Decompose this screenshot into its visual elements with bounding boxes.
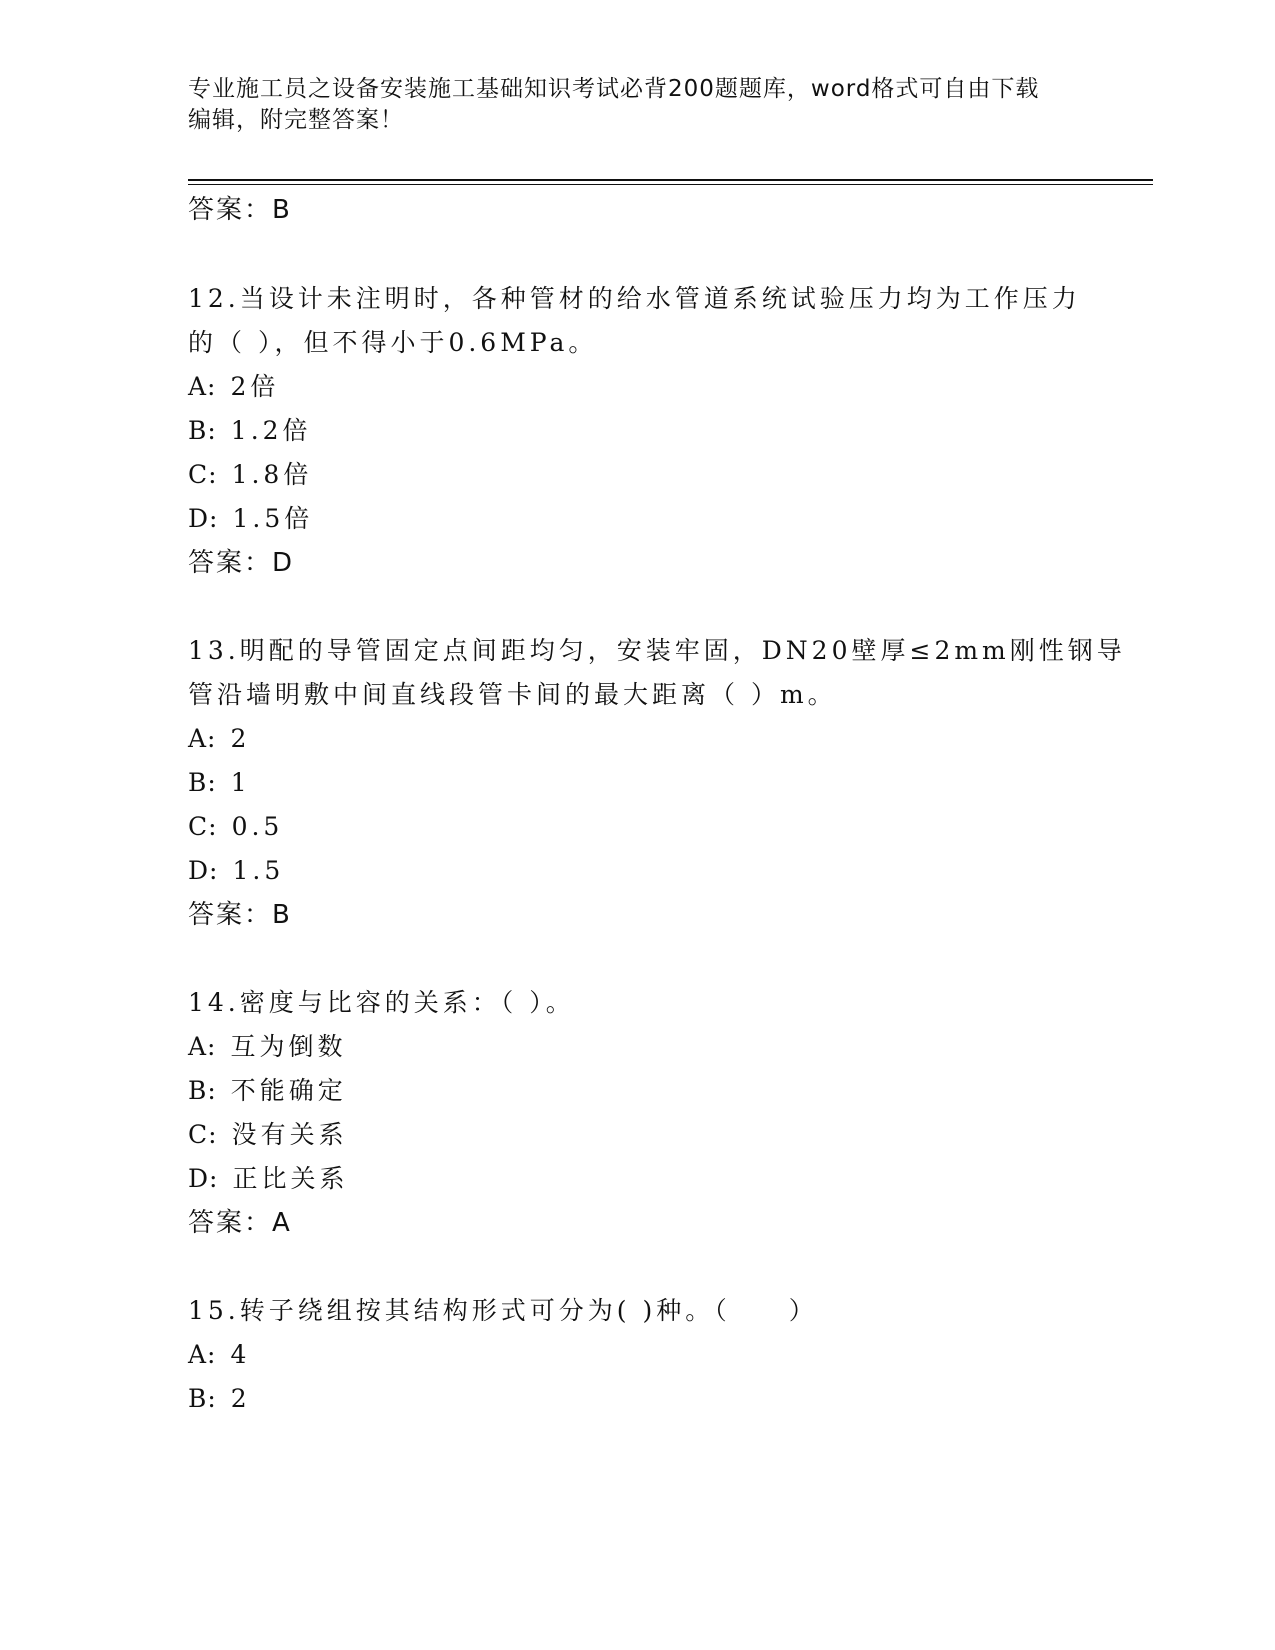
header-title-line-1: 专业施工员之设备安装施工基础知识考试必背200题题库，word格式可自由下载 [188, 76, 1040, 102]
header-title-line-2: 编辑，附完整答案！ [188, 107, 404, 133]
option-text: 没有关系 [231, 1120, 348, 1149]
option-label: B: [188, 768, 217, 797]
question-12-option-b [188, 414, 312, 448]
option-text: 1.5 [232, 856, 285, 885]
question-12-answer: 答案：D [188, 548, 295, 578]
question-15-stem-line-1: 15.转子绕组按其结构形式可分为( )种。（ ） [188, 1296, 818, 1325]
option-text: 正比关系 [232, 1164, 349, 1193]
header-divider [188, 179, 1153, 185]
option-label: A: [188, 372, 217, 401]
option-label: C: [188, 1120, 218, 1149]
question-13-option-a [188, 722, 250, 756]
option-label: C: [188, 812, 218, 841]
question-12-option-a [188, 370, 279, 404]
question-14-stem-line-1: 14.密度与比容的关系：（ ）。 [188, 988, 575, 1017]
question-13-option-c [188, 810, 283, 844]
option-label: B: [188, 1384, 217, 1413]
question-13-option-b [188, 766, 251, 800]
option-label: A: [188, 1340, 217, 1369]
question-13-answer: 答案：B [188, 900, 292, 930]
option-text: 2 [230, 724, 251, 753]
option-text: 4 [230, 1340, 251, 1369]
option-label: D: [188, 504, 219, 533]
option-label: D: [188, 1164, 219, 1193]
question-14-option-d [188, 1162, 348, 1196]
question-13-stem-line-1: 13.明配的导管固定点间距均匀，安装牢固，DN20壁厚≤2mm刚性钢导 [188, 636, 1126, 665]
option-text: 1.2倍 [230, 416, 312, 445]
question-12-option-c [188, 458, 312, 492]
question-15-option-b [188, 1382, 251, 1416]
question-12-stem-line-2: 的（ ），但不得小于0.6MPa。 [188, 328, 598, 357]
question-13-option-d [188, 854, 284, 888]
option-text: 2倍 [230, 372, 280, 401]
option-label: B: [188, 416, 217, 445]
option-label: C: [188, 460, 218, 489]
option-text: 1.8倍 [231, 460, 313, 489]
question-15-option-a [188, 1338, 250, 1372]
option-text: 0.5 [231, 812, 284, 841]
question-14-answer: 答案：A [188, 1208, 292, 1238]
option-text: 1.5倍 [232, 504, 314, 533]
option-text: 2 [230, 1384, 251, 1413]
question-14-option-c [188, 1118, 348, 1152]
question-12-stem-line-1: 12.当设计未注明时，各种管材的给水管道系统试验压力均为工作压力 [188, 284, 1081, 313]
option-label: A: [188, 724, 217, 753]
option-text: 互为倒数 [230, 1032, 347, 1061]
question-14-option-b [188, 1074, 347, 1108]
document-header [188, 74, 1088, 136]
option-label: B: [188, 1076, 217, 1105]
option-label: D: [188, 856, 219, 885]
question-14-option-a [188, 1030, 347, 1064]
option-text: 不能确定 [230, 1076, 347, 1105]
option-label: A: [188, 1032, 217, 1061]
question-13-stem-line-2: 管沿墙明敷中间直线段管卡间的最大距离（ ）m。 [188, 680, 837, 709]
option-text: 1 [230, 768, 251, 797]
answer-prev: 答案：B [188, 195, 292, 225]
question-12-option-d [188, 502, 313, 536]
